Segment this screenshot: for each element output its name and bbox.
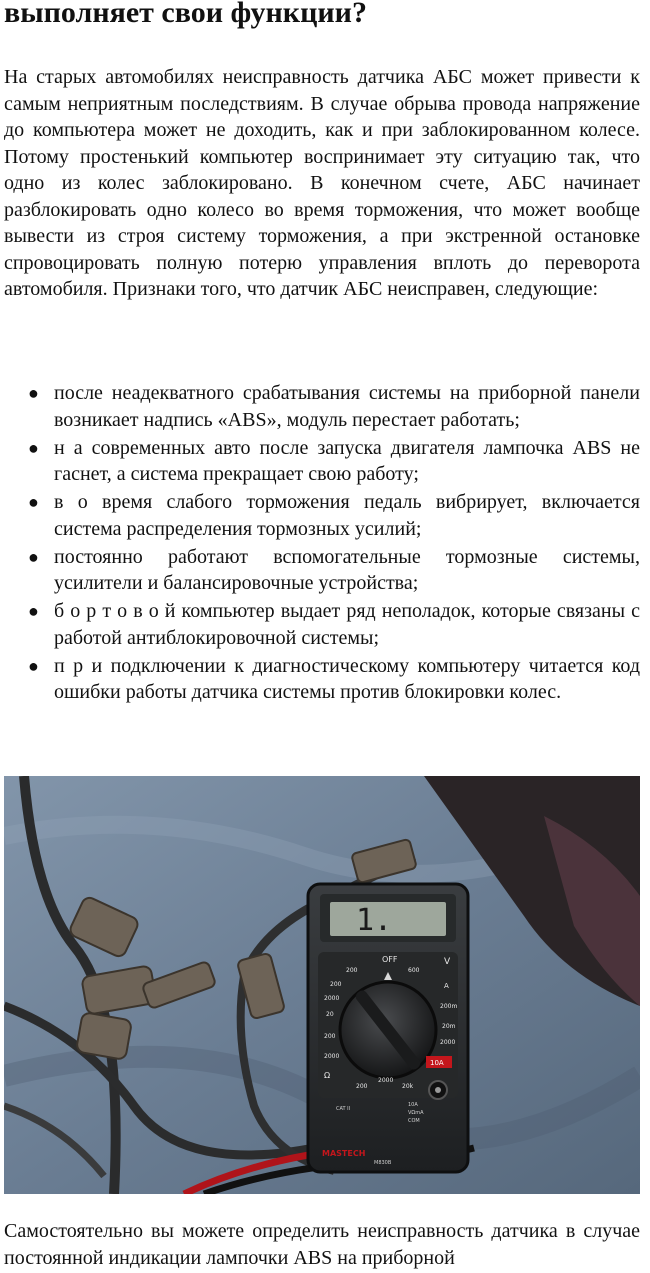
outro-paragraph: Самостоятельно вы можете определить неисправность датчика в случае постоянной индикации лампочки ABS на приборной <box>4 1220 640 1269</box>
dial-label: 20m <box>442 1023 456 1030</box>
list-item <box>0 598 640 651</box>
bullet-icon: ● <box>28 601 39 621</box>
dial-label: 2000 <box>324 1053 340 1060</box>
list-item-text: п р и подключении к диагностическому компьютеру читается код ошибки работы датчика системы против блокировки колес. <box>54 654 640 703</box>
dial-label: 200 <box>324 1033 336 1040</box>
bullet-icon: ● <box>28 655 39 676</box>
list-item-text: б о р т о в о й компьютер выдает ряд неполадок, которые связаны с работой антиблокировочной системы; <box>54 600 640 649</box>
multimeter <box>308 884 468 1172</box>
dial-label-off: OFF <box>382 955 398 964</box>
dial-label: 20k <box>402 1083 414 1090</box>
multimeter-brand: MASTECH <box>322 1149 366 1158</box>
dial-label-ohm: Ω <box>324 1071 331 1080</box>
intro-paragraph: На старых автомобилях неисправность датчика АБС может привести к самым неприятным последствиям. В случае обрыва провода напряжение до компьютера может не доходить, как и при заблокированном колесе. Потому простенький компьютер воспринимает эту ситуацию так, что одно из колес заблокировано. В конечном счете, АБС начинает разблокировать одно колесо во время торможения, что может вообще вывести из строя систему торможения, а при экстренной остановке спровоцировать полную потерю управления вплоть до переворота автомобиля. Признаки того, что датчик АБС неисправен, следующие: <box>4 66 640 300</box>
list-item <box>0 653 640 706</box>
port-label: 10A <box>408 1102 418 1108</box>
dial-label: 2000 <box>440 1039 456 1046</box>
bullet-icon: ● <box>28 437 39 458</box>
abs-failure-signs-list <box>0 380 640 707</box>
list-item <box>0 435 640 488</box>
list-item-text: после неадекватного срабатывания системы на приборной панели возникает надпись «ABS», модуль перестает работать; <box>54 382 640 431</box>
list-item-text: постоянно работают вспомогательные тормозные системы, усилители и балансировочные устройства; <box>54 545 640 594</box>
port-label: CAT II <box>336 1106 351 1112</box>
dial-label: 2000 <box>324 995 340 1002</box>
multimeter-sensor-photo <box>4 776 640 1194</box>
list-item-text: в о время слабого торможения педаль вибрирует, включается система распределения тормозных усилий; <box>54 491 640 540</box>
dial-label: 2000 <box>378 1077 394 1084</box>
dial-label: 600 <box>408 967 420 974</box>
dial-label: 20 <box>326 1011 334 1018</box>
dial-label: 200 <box>330 981 342 988</box>
multimeter-display: 1. <box>356 903 393 938</box>
list-item <box>0 544 640 597</box>
dial-label-v: V <box>444 957 451 967</box>
list-item-text: н а современных авто после запуска двигателя лампочка ABS не гаснет, а система прекращает свою работу; <box>54 436 640 485</box>
port-label: COM <box>408 1118 420 1124</box>
bullet-icon: ● <box>28 492 39 512</box>
dial-label: 200 <box>346 967 358 974</box>
port-label: VΩmA <box>408 1110 424 1116</box>
dial-label-a: A <box>444 982 449 990</box>
list-item <box>0 380 640 433</box>
list-item <box>0 489 640 542</box>
multimeter-model: M830B <box>374 1160 392 1166</box>
bullet-icon: ● <box>28 383 39 403</box>
dial-label-10a: 10A <box>430 1059 444 1067</box>
section-heading: выполняет свои функции? <box>4 0 367 29</box>
bullet-icon: ● <box>28 546 39 567</box>
dial-label: 200m <box>440 1003 458 1010</box>
dial-label: 200 <box>356 1083 368 1090</box>
photo-illustration <box>4 776 640 1194</box>
